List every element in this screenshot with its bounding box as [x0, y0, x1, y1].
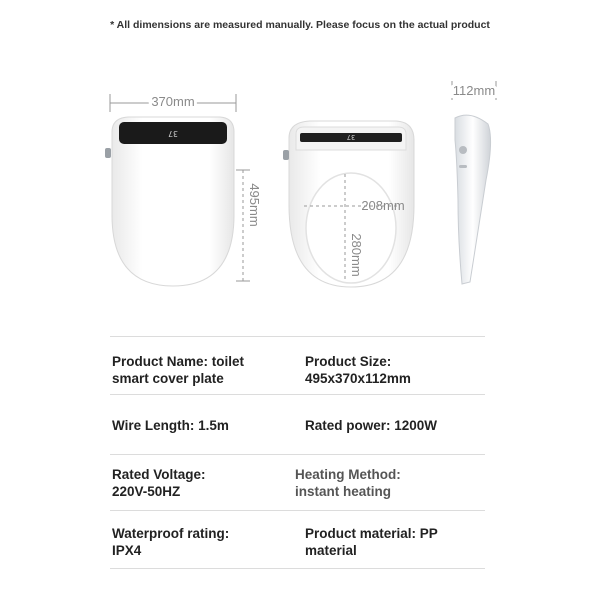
spec-row: [110, 336, 485, 395]
side-depth-label: 112mm: [452, 83, 496, 98]
front-height-label: 495mm: [247, 183, 262, 227]
side-view: [452, 81, 496, 284]
spec-rated-voltage: Rated Voltage: 220V-50HZ: [112, 467, 206, 499]
spec-row: [110, 510, 485, 569]
open-view: [283, 121, 414, 287]
temperature-readout: 37: [346, 133, 356, 141]
spec-heating-method: Heating Method: instant heating: [295, 467, 401, 499]
hinge-button-icon: [459, 146, 467, 154]
spec-waterproof-rating: Waterproof rating: IPX4: [112, 526, 230, 558]
seat-side-profile: [455, 115, 491, 284]
open-width-label: 208mm: [361, 198, 405, 213]
side-knob-icon: [283, 150, 289, 160]
front-width-label: 370mm: [151, 94, 195, 109]
spec-product-material: Product material: PP material: [305, 526, 438, 558]
spec-rated-power: Rated power: 1200W: [305, 418, 438, 433]
spec-product-size: Product Size: 495x370x112mm: [305, 354, 411, 386]
spec-row: [110, 454, 485, 511]
spec-row: [110, 394, 485, 453]
temperature-readout: 37: [168, 129, 178, 138]
open-height-label: 280mm: [349, 233, 364, 277]
measurement-notice: * All dimensions are measured manually. Please focus on the actual product: [110, 19, 490, 31]
spec-divider: [110, 568, 485, 570]
side-knob-icon: [105, 148, 111, 158]
spec-wire-length: Wire Length: 1.5m: [112, 418, 229, 433]
front-view: [105, 94, 262, 286]
spec-product-name: Product Name: toilet smart cover plate: [112, 354, 245, 386]
